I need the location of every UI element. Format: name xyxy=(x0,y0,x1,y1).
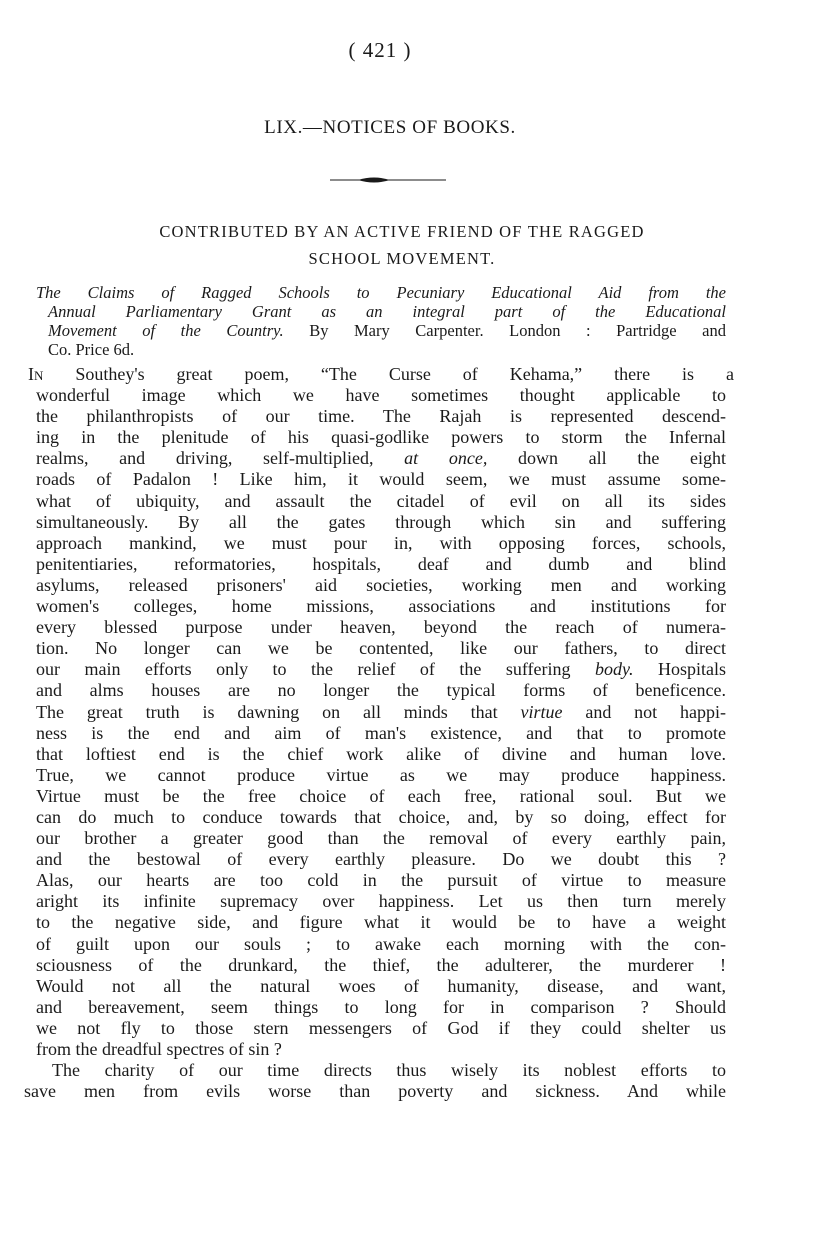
book-citation xyxy=(36,283,726,359)
body-line: our brother a greater good than the removal of every earthly pain, xyxy=(36,828,726,849)
body-line: sciousness of the drunkard, the thief, the adulterer, the murderer ! xyxy=(36,954,726,975)
body-line-text: down all the eight xyxy=(487,448,726,469)
body-line: women's colleges, home missions, associations and institutions for xyxy=(36,596,726,617)
body-line-text: Southey's great poem, “The Curse of Kehama,” there is a xyxy=(43,364,734,384)
body-line: that loftiest end is the chief work alike of divine and human love. xyxy=(36,743,726,764)
body-line: approach mankind, we must pour in, with opposing forces, schools, xyxy=(36,532,726,553)
body-line: True, we cannot produce virtue as we may produce happiness. xyxy=(36,764,726,785)
body-line: penitentiaries, reformatories, hospitals, deaf and dumb and blind xyxy=(36,553,726,574)
body-line: The charity of our time directs thus wisely its noblest efforts to xyxy=(52,1060,726,1081)
citation-line: The Claims of Ragged Schools to Pecuniary Educational Aid from the xyxy=(36,283,726,302)
ornament-rule xyxy=(330,174,446,186)
contributor-heading xyxy=(62,218,742,272)
article-body xyxy=(24,364,734,1102)
body-line: asylums, released prisoners' aid societies, working men and working xyxy=(36,574,726,595)
body-line: what of ubiquity, and assault the citadel of evil on all its sides xyxy=(36,490,726,511)
citation-title-end: Movement of the Country. xyxy=(48,321,284,340)
emphasis: at once, xyxy=(404,448,488,469)
body-line xyxy=(36,448,726,469)
body-line: Alas, our hearts are too cold in the pursuit of virtue to measure xyxy=(36,870,726,891)
body-line xyxy=(36,659,726,680)
body-line: aright its infinite supremacy over happiness. Let us then turn merely xyxy=(36,891,726,912)
body-line-text: our main efforts only to the relief of the suffering xyxy=(36,659,571,680)
body-line: can do much to conduce towards that choice, and, by so doing, effect for xyxy=(36,806,726,827)
page-number: ( 421 ) xyxy=(348,38,412,62)
citation-line xyxy=(36,321,726,340)
citation-author: By Mary Carpenter. London : Partridge and xyxy=(283,321,726,340)
body-line: we not fly to those stern messengers of God if they could shelter us xyxy=(36,1017,726,1038)
body-line: from the dreadful spectres of sin ? xyxy=(36,1039,282,1059)
contributor-line-2: SCHOOL MOVEMENT. xyxy=(308,249,496,268)
body-line xyxy=(28,364,734,385)
emphasis: body. xyxy=(595,659,634,680)
citation-line: Co. Price 6d. xyxy=(48,340,135,359)
contributor-line-1: CONTRIBUTED BY AN ACTIVE FRIEND OF THE RAGGED xyxy=(159,222,645,241)
body-line: to the negative side, and figure what it would be to have a weight xyxy=(36,912,726,933)
body-line: every blessed purpose under heaven, beyond the reach of numera- xyxy=(36,617,726,638)
body-line: wonderful image which we have sometimes thought applicable to xyxy=(36,385,726,406)
body-line: ness is the end and aim of man's existence, and that to promote xyxy=(36,722,726,743)
body-line: and bereavement, seem things to long for in comparison ? Should xyxy=(36,996,726,1017)
body-line: Would not all the natural woes of humanity, disease, and want, xyxy=(36,975,726,996)
body-line: of guilt upon our souls ; to awake each morning with the con- xyxy=(36,933,726,954)
body-line: roads of Padalon ! Like him, it would seem, we must assume some- xyxy=(36,469,726,490)
body-line-text: realms, and driving, self-multiplied, xyxy=(36,448,374,469)
body-line-text: Hospitals xyxy=(633,659,726,680)
body-line-text: and not happi- xyxy=(562,701,726,722)
body-line: save men from evils worse than poverty and sickness. And while xyxy=(24,1081,726,1102)
body-line xyxy=(36,702,726,723)
body-line: Virtue must be the free choice of each free, rational soul. But we xyxy=(36,785,726,806)
body-line: tion. No longer can we be contented, like our fathers, to direct xyxy=(36,638,726,659)
drop-word: In xyxy=(28,364,44,384)
body-line: and alms houses are no longer the typical forms of beneficence. xyxy=(36,680,726,701)
body-line: simultaneously. By all the gates through which sin and suffering xyxy=(36,511,726,532)
body-line: ing in the plenitude of his quasi-godlike powers to storm the Infernal xyxy=(36,427,726,448)
emphasis: virtue xyxy=(520,701,563,722)
citation-line: Annual Parliamentary Grant as an integral part of the Educational xyxy=(48,302,726,321)
body-line: and the bestowal of every earthly pleasure. Do we doubt this ? xyxy=(36,849,726,870)
section-title: LIX.—NOTICES OF BOOKS. xyxy=(264,117,516,138)
body-line: the philanthropists of our time. The Rajah is represented descend- xyxy=(36,406,726,427)
body-line-text: The great truth is dawning on all minds that xyxy=(36,701,498,722)
